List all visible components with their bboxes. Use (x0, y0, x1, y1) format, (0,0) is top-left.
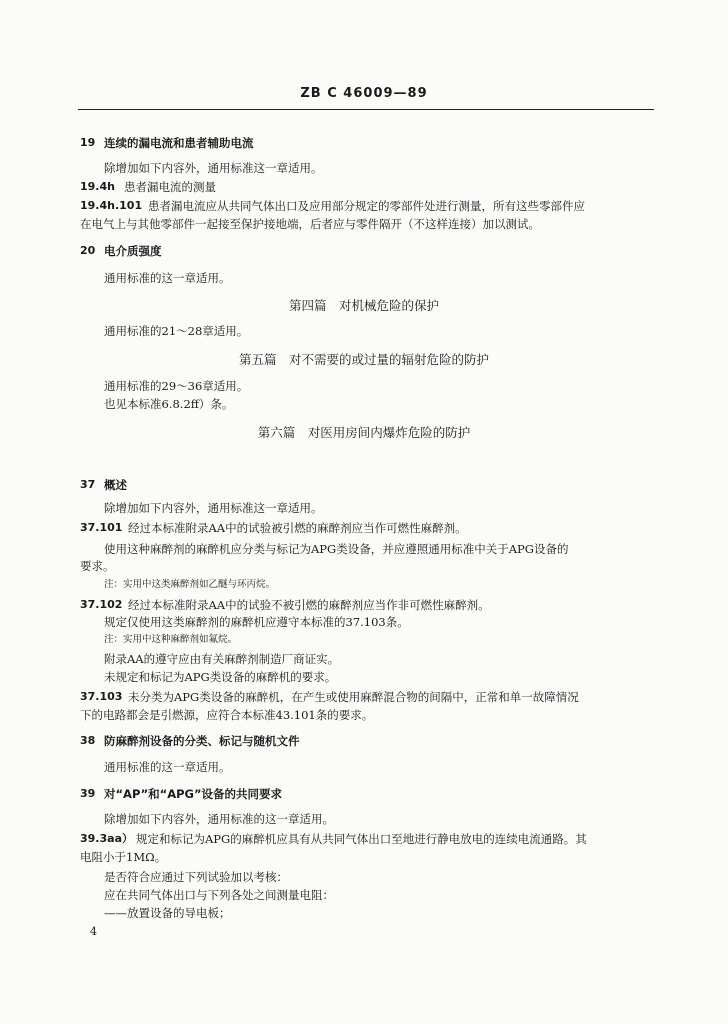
clause-37-101-note: 注：实用中这类麻醉剂如乙醚与环丙烷。 (104, 579, 276, 590)
page-number: 4 (90, 925, 97, 938)
clause-37-103-number: 37.103 (80, 690, 123, 703)
section-19-paragraph: 除增加如下内容外，通用标准这一章适用。 (104, 161, 323, 175)
clause-39-3aa-number: 39.3aa） (80, 832, 133, 845)
clause-39-3aa-list-item: ——放置设备的导电板； (104, 906, 231, 920)
clause-19-4h-101-text: 患者漏电流应从共同气体出口及应用部分规定的零部件处进行测量，所有这些零部件应 (148, 199, 585, 213)
part-6-heading: 第六篇 对医用房间内爆炸危险的防护 (257, 425, 471, 440)
clause-37-102-paragraph-2: 附录AA的遵守应由有关麻醉剂制造厂商证实。 (104, 652, 340, 666)
section-37-number: 37 (80, 478, 96, 491)
clause-37-102-text: 经过本标准附录AA中的试验不被引燃的麻醉剂应当作非可燃性麻醉剂。 (128, 598, 490, 612)
section-20-title: 电介质强度 (104, 244, 162, 258)
section-19-title: 连续的漏电流和患者辅助电流 (104, 136, 254, 150)
clause-37-101-continuation: 要求。 (80, 559, 115, 573)
header-rule (78, 109, 654, 110)
clause-39-3aa-paragraph-2: 是否符合应通过下列试验加以考核： (104, 870, 288, 884)
part-4-paragraph: 通用标准的21～28章适用。 (104, 324, 249, 338)
section-37-title: 概述 (104, 478, 127, 492)
section-39-title: 对“AP”和“APG”设备的共同要求 (104, 787, 283, 801)
part-5-paragraph-2: 也见本标准6.8.2ff）条。 (104, 397, 234, 411)
clause-19-4h-101-number: 19.4h.101 (80, 199, 143, 212)
section-19-number: 19 (80, 136, 96, 149)
clause-37-101-text: 经过本标准附录AA中的试验被引燃的麻醉剂应当作可燃性麻醉剂。 (128, 521, 467, 535)
clause-37-102-number: 37.102 (80, 598, 123, 611)
part-4-heading: 第四篇 对机械危险的保护 (288, 298, 439, 313)
section-39-number: 39 (80, 787, 96, 800)
part-5-heading: 第五篇 对不需要的或过量的辐射危险的防护 (238, 352, 489, 367)
clause-37-103-continuation: 下的电路都会是引燃源，应符合本标准43.101条的要求。 (80, 708, 374, 722)
page-header: ZB C 46009—89 (300, 86, 428, 101)
section-38-title: 防麻醉剂设备的分类、标记与随机文件 (104, 734, 300, 748)
clause-37-101-number: 37.101 (80, 521, 123, 534)
clause-37-102-note: 注：实用中这种麻醉剂如氟烷。 (104, 634, 238, 645)
clause-37-102-paragraph-3: 未规定和标记为APG类设备的麻醉机的要求。 (104, 670, 337, 684)
clause-19-4h-title: 患者漏电流的测量 (124, 180, 216, 194)
section-38-number: 38 (80, 734, 96, 747)
clause-37-103-text: 未分类为APG类设备的麻醉机，在产生或使用麻醉混合物的间隔中，正常和单一故障情况 (128, 690, 579, 704)
section-20-paragraph: 通用标准的这一章适用。 (104, 271, 231, 285)
clause-19-4h-number: 19.4h (80, 180, 115, 193)
section-20-number: 20 (80, 244, 96, 257)
clause-19-4h-101-continuation: 在电气上与其他零部件一起接至保护接地端，后者应与零件隔开（不这样连接）加以测试。 (80, 217, 540, 231)
section-38-paragraph: 通用标准的这一章适用。 (104, 760, 231, 774)
clause-39-3aa-continuation: 电阻小于1MΩ。 (80, 850, 167, 864)
clause-37-101-paragraph: 使用这种麻醉剂的麻醉机应分类与标记为APG类设备，并应遵照通用标准中关于APG设备的 (104, 542, 569, 556)
clause-39-3aa-paragraph-3: 应在共同气体出口与下列各处之间测量电阻： (104, 888, 334, 902)
clause-37-102-paragraph: 规定仅使用这类麻醉剂的麻醉机应遵守本标准的37.103条。 (104, 615, 409, 629)
clause-39-3aa-text: 规定和标记为APG的麻醉机应具有从共同气体出口至地进行静电放电的连续电流通路。其 (136, 832, 587, 846)
section-39-paragraph: 除增加如下内容外，通用标准的这一章适用。 (104, 812, 334, 826)
part-5-paragraph-1: 通用标准的29～36章适用。 (104, 379, 249, 393)
section-37-paragraph: 除增加如下内容外，通用标准这一章适用。 (104, 501, 323, 515)
